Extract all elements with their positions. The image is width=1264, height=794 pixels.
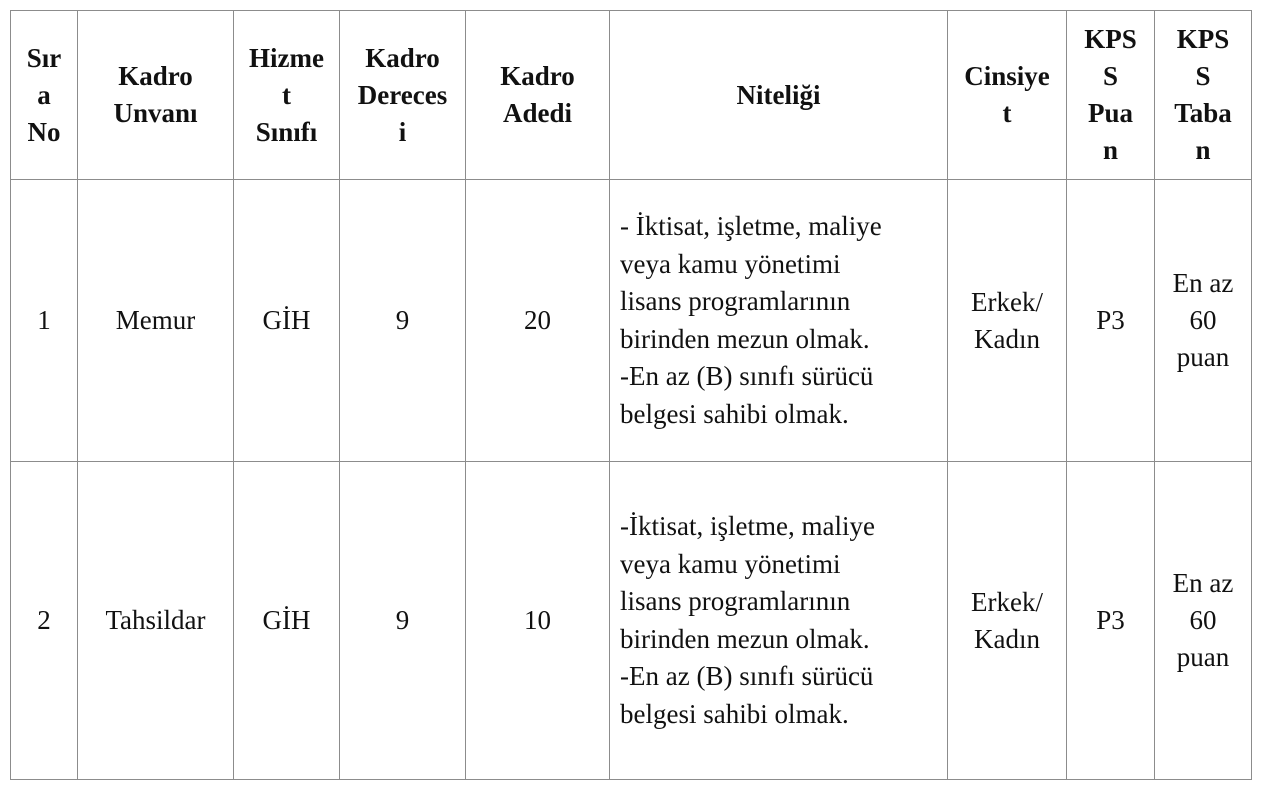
header-sira-no: Sır a No: [11, 11, 78, 180]
qualification-line: birinden mezun olmak.: [620, 323, 870, 354]
cell-kadro-unvani: Memur: [78, 180, 234, 462]
cell-sira-no: 2: [11, 462, 78, 780]
qualification-line: belgesi sahibi olmak.: [620, 698, 849, 729]
cell-cinsiyet: Erkek/ Kadın: [948, 180, 1067, 462]
header-kadro-derecesi: Kadro Dereces i: [340, 11, 466, 180]
header-cinsiyet: Cinsiye t: [948, 11, 1067, 180]
cell-hizmet-sinifi: GİH: [234, 462, 340, 780]
cell-kadro-adedi: 20: [466, 180, 610, 462]
qualification-line: veya kamu yönetimi: [620, 248, 841, 279]
cell-cinsiyet: Erkek/ Kadın: [948, 462, 1067, 780]
qualification-line: lisans programlarının: [620, 586, 851, 616]
qualification-line: lisans programlarının: [620, 286, 851, 316]
cell-kpss-puan: P3: [1067, 180, 1155, 462]
qualification-line: birinden mezun olmak.: [620, 623, 870, 654]
header-hizmet-sinifi: Hizme t Sınıfı: [234, 11, 340, 180]
table-row: [11, 462, 1252, 780]
qualification-line: -İktisat, işletme, maliye: [620, 511, 875, 541]
header-niteligi: Niteliği: [610, 11, 948, 180]
cell-niteligi: [610, 462, 948, 780]
cell-kadro-adedi: 10: [466, 462, 610, 780]
cell-kadro-unvani: Tahsildar: [78, 462, 234, 780]
qualification-line: belgesi sahibi olmak.: [620, 398, 849, 429]
table-row: [11, 180, 1252, 462]
cell-niteligi: [610, 180, 948, 462]
header-kadro-adedi: Kadro Adedi: [466, 11, 610, 180]
header-kpss-puan: KPS S Pua n: [1067, 11, 1155, 180]
cell-kpss-taban: En az 60 puan: [1155, 462, 1252, 780]
header-kadro-unvani: Kadro Unvanı: [78, 11, 234, 180]
header-kpss-taban: KPS S Taba n: [1155, 11, 1252, 180]
cell-kpss-taban: En az 60 puan: [1155, 180, 1252, 462]
cell-kadro-derecesi: 9: [340, 180, 466, 462]
qualification-line: -En az (B) sınıfı sürücü: [620, 361, 874, 391]
cell-kadro-derecesi: 9: [340, 462, 466, 780]
cell-sira-no: 1: [11, 180, 78, 462]
cell-hizmet-sinifi: GİH: [234, 180, 340, 462]
qualification-line: veya kamu yönetimi: [620, 548, 841, 579]
positions-table: [10, 10, 1252, 780]
header-row: [11, 11, 1252, 180]
cell-kpss-puan: P3: [1067, 462, 1155, 780]
qualification-line: - İktisat, işletme, maliye: [620, 211, 882, 241]
qualification-line: -En az (B) sınıfı sürücü: [620, 661, 874, 691]
